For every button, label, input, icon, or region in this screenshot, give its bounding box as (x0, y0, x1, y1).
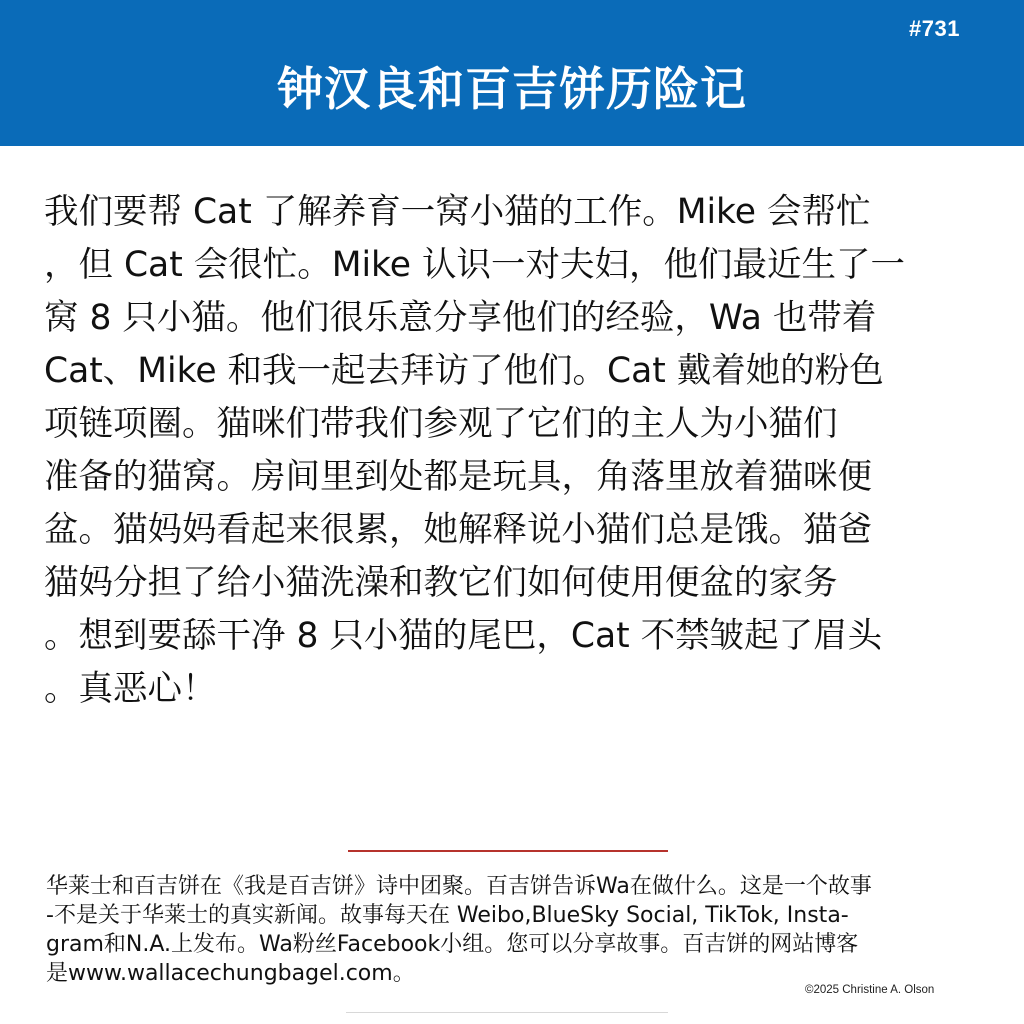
story-text: 我们要帮 Cat 了解养育一窝小猫的工作。Mike 会帮忙 ，但 Cat 会很忙。Mike 认识一对夫妇，他们最近生了一 窝 8 只小猫。他们很乐意分享他们的经验，Wa 也带着 Cat、Mike 和我一起去拜访了他们。Cat 戴着她的粉色 项链项圈。猫咪们带我们参观了它们的主人为小猫们 准备的猫窝。房间里到处都是玩具，角落里放着猫咪便 盆。猫妈妈看起来很累，她解释说小猫们总是饿。猫爸 猫妈分担了给小猫洗澡和教它们如何使用便盆的家务 。想到要舔干净 8 只小猫的尾巴，Cat 不禁皱起了眉头 。真恶心！ (44, 192, 905, 709)
episode-number: #731 (909, 16, 960, 41)
bottom-divider (346, 1012, 668, 1013)
copyright-notice: ©2025 Christine A. Olson (805, 984, 935, 996)
section-divider (348, 850, 668, 852)
header-bar (0, 0, 1024, 146)
footer-note: 华莱士和百吉饼在《我是百吉饼》诗中团聚。百吉饼告诉Wa在做什么。这是一个故事 -不是关于华莱士的真实新闻。故事每天在 Weibo,BlueSky Social, TikTok, Insta- gram和N.A.上发布。Wa粉丝Facebook小组。您可以分享故事。百吉饼的网站博客 是www.wallacechungbagel.com。 (46, 874, 872, 986)
page-title: 钟汉良和百吉饼历险记 (277, 62, 747, 116)
